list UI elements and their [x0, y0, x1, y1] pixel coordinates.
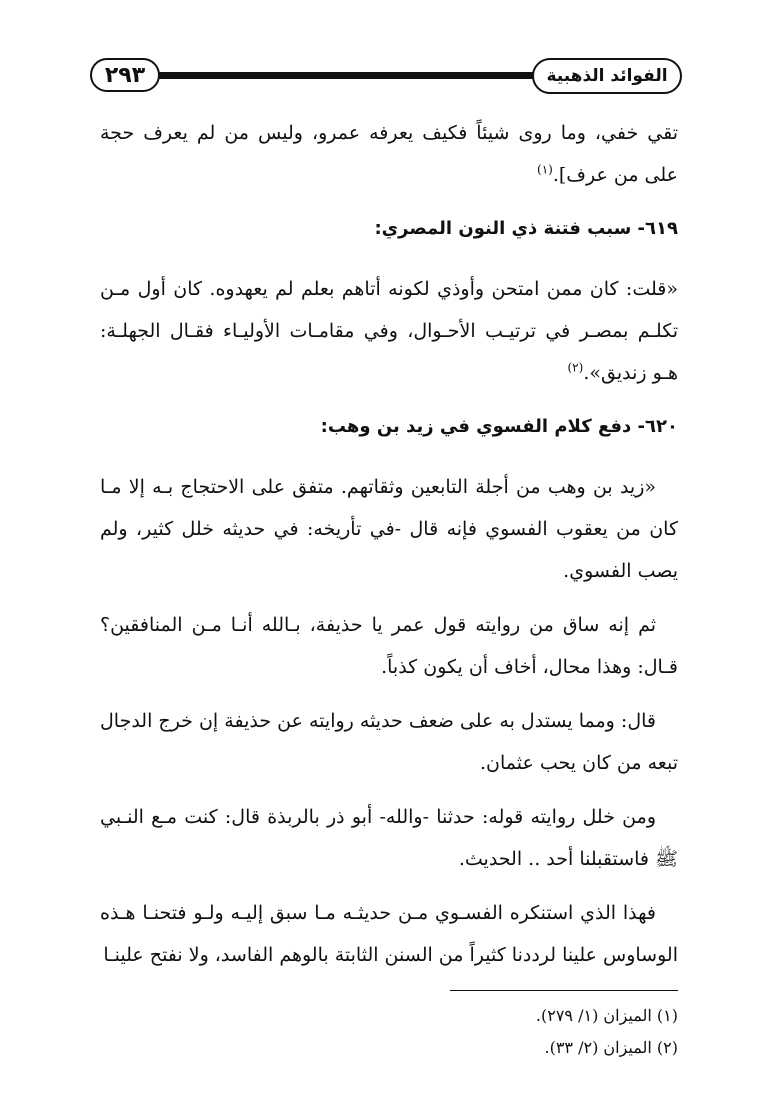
footnote-2: (٢) الميزان (٢/ ٣٣).: [544, 1038, 678, 1057]
paragraph-quote-619: [100, 268, 678, 394]
paragraph-continuation: [100, 112, 678, 196]
footnote-1: (١) الميزان (١/ ٢٧٩).: [535, 1006, 678, 1025]
page-header: [90, 58, 682, 94]
section-heading-620: ٦٢٠- دفع كلام الفسوي في زيد بن وهب:: [320, 416, 678, 437]
section-heading-619: ٦١٩- سبب فتنة ذي النون المصري:: [374, 218, 678, 239]
page-number: ٢٩٣: [90, 58, 160, 92]
paragraph-hudhayfa: ثم إنه ساق من روايته قول عمر يا حذيفة، بـالله أنـا مـن المنافقين؟ قـال: وهذا محال، أخاف أن يكون كذباً.: [100, 614, 678, 678]
paragraph-dajjal: قال: ومما يستدل به على ضعف حديثه روايته عن حذيفة إن خرج الدجال تبعه من كان يحب عثمان.: [100, 710, 678, 774]
paragraph-text: تقي خفي، وما روى شيئاً فكيف يعرفه عمرو، وليس من لم يعرف حجة على من عرف].: [100, 122, 678, 186]
footnote-separator: [450, 990, 678, 991]
paragraph-quote-620: «زيد بن وهب من أجلة التابعين وثقاتهم. متفق على الاحتجاج بـه إلا مـا كان من يعقوب الفسوي فإنه قال -في تأريخه: في حديثه خلل كثير، ولم يصب الفسوي.: [100, 476, 678, 582]
paragraph-text: «قلت: كان ممن امتحن وأوذي لكونه أتاهم بعلم لم يعهدوه. كان أول مـن تكلـم بمصـر في ترتيـب الأحـوال، وفي مقامـات الأوليـاء فقـال الجهلـة: هـو زنديق».: [100, 278, 678, 384]
footnote-ref-2: (٢): [567, 360, 584, 375]
paragraph-conclusion: فهذا الذي استنكره الفسـوي مـن حديثـه مـا سبق إليـه ولـو فتحنـا هـذه الوساوس علينا لرددنا كثيراً من السنن الثابتة بالوهم الفاسد، ولا نفتح علينـا: [100, 902, 678, 966]
footnote-ref-1: (١): [537, 162, 553, 177]
paragraph-abu-dharr: ومن خلل روايته قوله: حدثنا -والله- أبو ذر بالربذة قال: كنت مـع النـبي ﷺ فاستقبلنا أحد .. الحديث.: [100, 806, 678, 870]
footnotes: [300, 1000, 678, 1064]
page-body: [100, 112, 678, 988]
book-title: الفوائد الذهبية: [532, 58, 682, 94]
header-rule: [150, 72, 542, 79]
